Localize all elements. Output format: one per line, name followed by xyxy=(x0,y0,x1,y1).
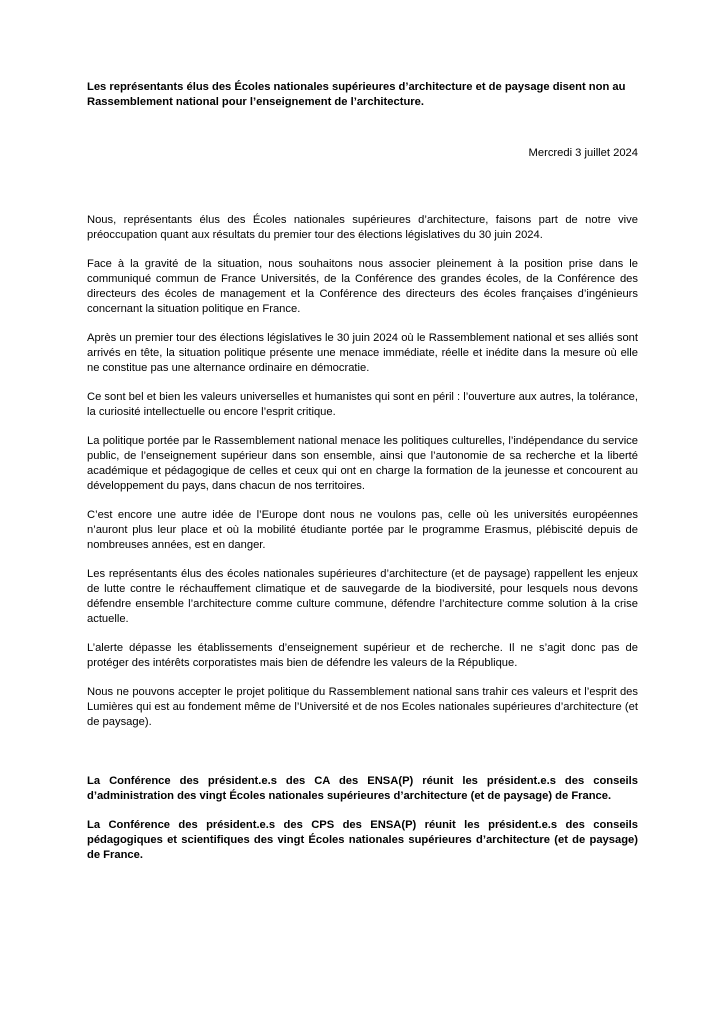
paragraph: Nous ne pouvons accepter le projet politique du Rassemblement national sans trahir ces valeurs et l’esprit des Lumières qui est au fondement même de l’Université et de nos Ecoles nationales supérieures d’architecture (et de paysage). xyxy=(87,686,638,728)
paragraph: C’est encore une autre idée de l’Europe dont nous ne voulons pas, celle où les universités européennes n’auront plus leur place et où la mobilité étudiante portée par le programme Erasmus, plébiscité depuis de nombreuses années, est en danger. xyxy=(87,509,638,551)
document-title: Les représentants élus des Écoles nationales supérieures d’architecture et de paysage disent non au Rassemblement national pour l’enseignement de l’architecture. xyxy=(87,81,626,108)
paragraph: L’alerte dépasse les établissements d’enseignement supérieur et de recherche. Il ne s’agit donc pas de protéger des intérêts corporatistes mais bien de défendre les valeurs de la République. xyxy=(87,642,638,669)
paragraph: Ce sont bel et bien les valeurs universelles et humanistes qui sont en péril : l’ouverture aux autres, la tolérance, la curiosité intellectuelle ou encore l’esprit critique. xyxy=(87,391,638,418)
footer-note-ca: La Conférence des président.e.s des CA des ENSA(P) réunit les président.e.s des conseils d’administration des vingt Écoles nationales supérieures d’architecture (et de paysage) de France. xyxy=(87,775,638,802)
paragraph: Nous, représentants élus des Écoles nationales supérieures d’architecture, faisons part de notre vive préoccupation quant aux résultats du premier tour des élections législatives du 30 juin 2024. xyxy=(87,214,638,241)
document-body xyxy=(87,213,638,730)
paragraph: Après un premier tour des élections législatives le 30 juin 2024 où le Rassemblement national et ses alliés sont arrivés en tête, la situation politique présente une menace immédiate, réelle et inédite dans la mesure où elle ne constitue pas une alternance ordinaire en démocratie. xyxy=(87,332,638,374)
document-page xyxy=(87,80,638,877)
paragraph: Face à la gravité de la situation, nous souhaitons nous associer pleinement à la position prise dans le communiqué commun de France Universités, de la Conférence des grandes écoles, de la Conférence des directeurs des écoles de management et la Conférence des directeurs des écoles françaises d’ingénieurs concernant la situation politique en France. xyxy=(87,258,638,315)
document-date: Mercredi 3 juillet 2024 xyxy=(528,147,638,159)
footer-note-cps: La Conférence des président.e.s des CPS des ENSA(P) réunit les président.e.s des conseils pédagogiques et scientifiques des vingt Écoles nationales supérieures d’architecture (et de paysage) de France. xyxy=(87,819,638,861)
document-footer xyxy=(87,774,638,863)
paragraph: Les représentants élus des écoles nationales supérieures d’architecture (et de paysage) rappellent les enjeux de lutte contre le réchauffement climatique et de sauvegarde de la biodiversité, pour lesquels nous devons défendre ensemble l’architecture comme culture commune, défendre l’architecture comme solution à la crise actuelle. xyxy=(87,568,638,625)
paragraph: La politique portée par le Rassemblement national menace les politiques culturelles, l’indépendance du service public, de l’enseignement supérieur dans son ensemble, ainsi que l’autonomie de sa recherche et la liberté académique et pédagogique de celles et ceux qui ont en charge la formation de la jeunesse et concourent au développement du pays, dans chacun de nos territoires. xyxy=(87,435,638,492)
